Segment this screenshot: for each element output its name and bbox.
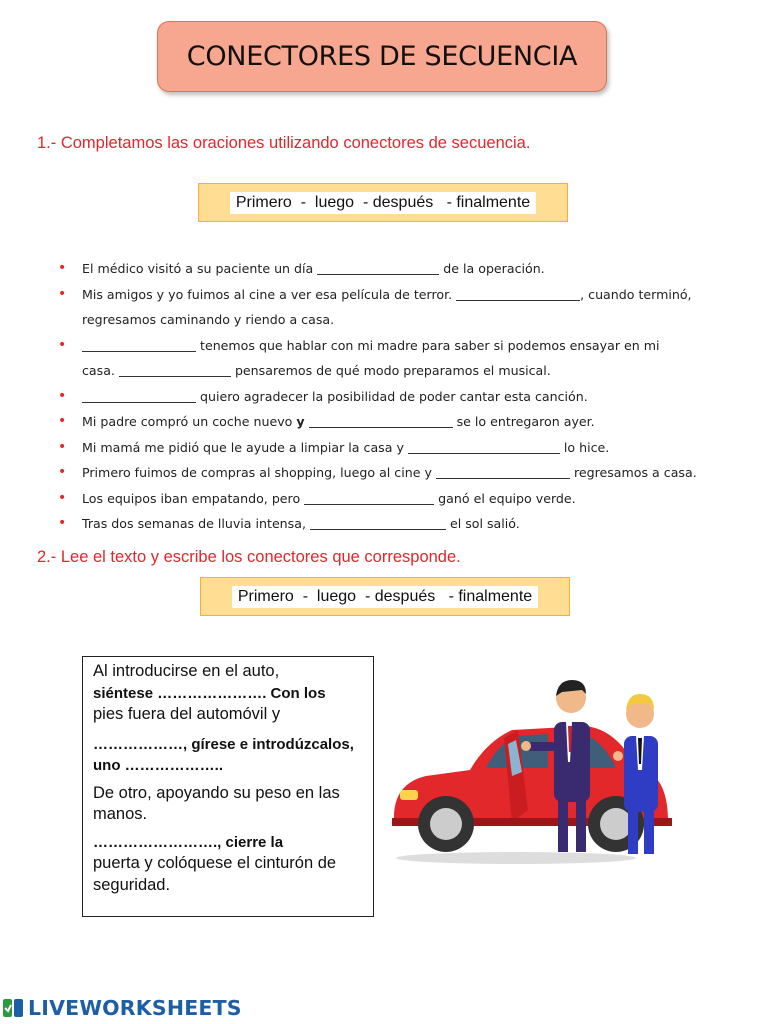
liveworksheets-logo-icon (2, 997, 24, 1019)
list-item: • Mis amigos y yo fuimos al cine a ver esa película de terror. , cuando terminó, regresamos caminando y riendo a casa. (58, 282, 738, 333)
section1-heading: 1.- Completamos las oraciones utilizando conectores de secuencia. (37, 134, 531, 152)
answer-blank[interactable] (119, 362, 231, 377)
answer-blank[interactable] (309, 413, 453, 428)
answer-blank[interactable] (456, 286, 580, 301)
brand-name: LIVEWORKSHEETS (28, 996, 242, 1020)
list-item: • tenemos que hablar con mi madre para saber si podemos ensayar en mi casa. pensaremos de qué modo preparamos el musical. (58, 333, 738, 384)
text-line: puerta y colóquese el cinturón de seguridad. (93, 854, 337, 894)
list-item: • El médico visitó a su paciente un día de la operación. (58, 256, 738, 282)
title-banner (157, 21, 607, 92)
car-salesmen-illustration (386, 672, 706, 872)
answer-blank[interactable] (82, 337, 196, 352)
word-bank-text: Primero - luego - después - finalmente (232, 586, 538, 608)
text-line[interactable]: ……………………., cierre la (93, 833, 284, 851)
answer-blank[interactable] (304, 490, 434, 505)
answer-blank[interactable] (310, 515, 446, 530)
page-title: CONECTORES DE SECUENCIA (186, 41, 578, 72)
word-bank-text: Primero - luego - después - finalmente (230, 192, 536, 214)
list-item: • Primero fuimos de compras al shopping, luego al cine y regresamos a casa. (58, 460, 738, 486)
section2-word-bank (200, 577, 570, 616)
list-item: • Mi padre compró un coche nuevo y se lo entregaron ayer. (58, 409, 738, 435)
sentence-list (58, 256, 738, 537)
answer-blank[interactable] (82, 388, 196, 403)
text-line[interactable]: siéntese …………………. Con los (93, 684, 326, 702)
section2-heading: 2.- Lee el texto y escribe los conectores que corresponde. (37, 548, 461, 566)
answer-blank[interactable] (436, 464, 570, 479)
answer-blank[interactable] (317, 260, 439, 275)
text-paragraph[interactable]: ………………, gírese e introdúzcalos, uno ……………….. (93, 735, 354, 774)
reading-text-box (82, 656, 374, 917)
text-paragraph: De otro, apoyando su peso en las manos. (93, 783, 340, 823)
answer-blank[interactable] (408, 439, 560, 454)
list-item: • Mi mamá me pidió que le ayude a limpiar la casa y lo hice. (58, 435, 738, 461)
text-line: pies fuera del automóvil y (93, 705, 281, 723)
list-item: • quiero agradecer la posibilidad de poder cantar esta canción. (58, 384, 738, 410)
section1-word-bank (198, 183, 568, 222)
liveworksheets-logo[interactable] (2, 995, 242, 1021)
list-item: • Tras dos semanas de lluvia intensa, el sol salió. (58, 511, 738, 537)
list-item: • Los equipos iban empatando, pero ganó el equipo verde. (58, 486, 738, 512)
text-line: Al introducirse en el auto, (93, 662, 280, 680)
